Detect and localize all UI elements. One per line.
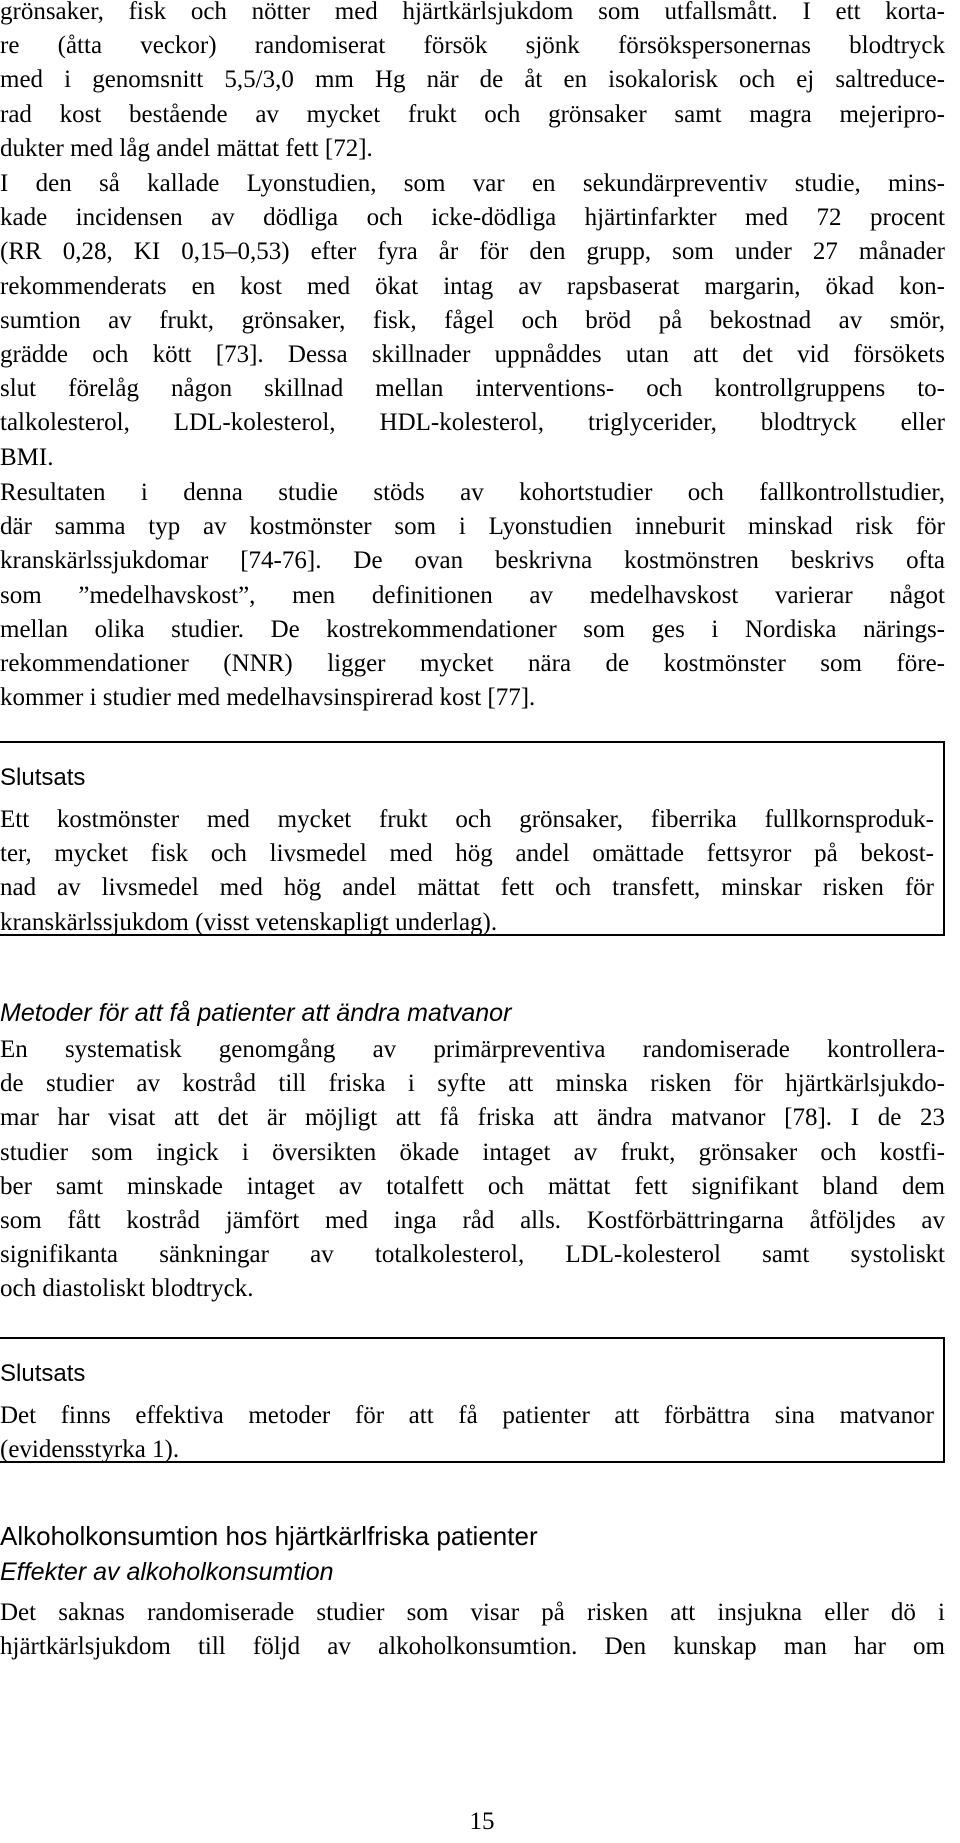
- text-line: En systematisk genomgång av primärpreventiva randomiserade kontrollera-: [0, 1036, 945, 1063]
- text-line: kade incidensen av dödliga och icke-dödliga hjärtinfarkter med 72 procent: [0, 204, 945, 232]
- conclusion-box-text: [0, 803, 934, 940]
- text-line: där samma typ av kostmönster som i Lyonstudien inneburit minskad risk för: [0, 513, 945, 541]
- text-line: re (åtta veckor) randomiserat försök sjönk försökspersonernas blodtryck: [0, 32, 945, 60]
- text-line: rekommendationer (NNR) ligger mycket nära de kostmönster som före-: [0, 650, 945, 678]
- text-line: rad kost bestående av mycket frukt och grönsaker samt magra mejeripro-: [0, 100, 945, 128]
- text-line: och diastoliskt blodtryck.: [0, 1275, 254, 1303]
- text-line: (RR 0,28, KI 0,15–0,53) efter fyra år för den grupp, som under 27 månader: [0, 238, 945, 266]
- text-line: sumtion av frukt, grönsaker, fisk, fågel och bröd på bekostnad av smör,: [0, 306, 945, 334]
- text-line: ter, mycket fisk och livsmedel med hög andel omättade fettsyror på bekost-: [0, 840, 934, 868]
- text-line: slut förelåg någon skillnad mellan interventions- och kontrollgruppens to-: [0, 375, 945, 403]
- text-line: Det saknas randomiserade studier som visar på risken att insjukna eller dö i: [0, 1599, 945, 1626]
- text-line: kranskärlssjukdom (visst vetenskapligt underlag).: [0, 908, 498, 936]
- text-line: talkolesterol, LDL-kolesterol, HDL-kolesterol, triglycerider, blodtryck eller: [0, 409, 945, 437]
- text-line: Resultaten i denna studie stöds av kohortstudier och fallkontrollstudier,: [0, 479, 945, 506]
- page-number: 15: [469, 1808, 495, 1835]
- text-line: BMI.: [0, 443, 54, 471]
- text-line: hjärtkärlsjukdom till följd av alkoholkonsumtion. Den kunskap man har om: [0, 1633, 945, 1661]
- text-line: I den så kallade Lyonstudien, som var en sekundärpreventiv studie, mins-: [0, 170, 945, 197]
- conclusion-box-text: [0, 1399, 934, 1467]
- conclusion-box-title: Slutsats: [0, 764, 86, 791]
- paragraph-results: [0, 476, 945, 715]
- paragraph-intro: [0, 0, 945, 166]
- text-line: ber samt minskade intaget av totalfett och mättat fett signifikant bland dem: [0, 1172, 945, 1200]
- text-line: Ett kostmönster med mycket frukt och grönsaker, fiberrika fullkornsproduk-: [0, 806, 934, 833]
- text-line: signifikanta sänkningar av totalkolesterol, LDL-kolesterol samt systoliskt: [0, 1241, 945, 1269]
- text-line: mellan olika studier. De kostrekommendationer som ges i Nordiska närings-: [0, 615, 945, 643]
- text-line: med i genomsnitt 5,5/3,0 mm Hg när de åt en isokalorisk och ej saltreduce-: [0, 66, 945, 94]
- paragraph-alcohol: [0, 1596, 945, 1664]
- text-line: dukter med låg andel mättat fett [72].: [0, 134, 373, 162]
- conclusion-box-title: Slutsats: [0, 1360, 86, 1387]
- subsection-heading: Effekter av alkoholkonsumtion: [0, 1558, 334, 1586]
- text-line: de studier av kostråd till friska i syfte att minska risken för hjärtkärlsjukdo-: [0, 1070, 945, 1098]
- section-heading: Alkoholkonsumtion hos hjärtkärlfriska patienter: [0, 1521, 538, 1551]
- text-line: mar har visat att det är möjligt att få friska att ändra matvanor [78]. I de 23: [0, 1104, 945, 1132]
- paragraph-lyon-study: [0, 167, 945, 475]
- section-heading: Metoder för att få patienter att ändra matvanor: [0, 999, 512, 1027]
- text-line: Det finns effektiva metoder för att få patienter att förbättra sina matvanor: [0, 1402, 934, 1429]
- text-line: som ”medelhavskost”, men definitionen av medelhavskost varierar något: [0, 581, 945, 609]
- text-line: som fått kostråd jämfört med inga råd alls. Kostförbättringarna åtföljdes av: [0, 1207, 945, 1235]
- text-line: kranskärlssjukdomar [74-76]. De ovan beskrivna kostmönstren beskrivs ofta: [0, 547, 945, 575]
- paragraph-methods: [0, 1033, 945, 1307]
- text-line: grönsaker, fisk och nötter med hjärtkärlsjukdom som utfallsmått. I ett korta-: [0, 0, 945, 25]
- text-line: grädde och kött [73]. Dessa skillnader uppnåddes utan att det vid försökets: [0, 341, 945, 369]
- text-line: nad av livsmedel med hög andel mättat fett och transfett, minskar risken för: [0, 874, 934, 902]
- text-line: studier som ingick i översikten ökade intaget av frukt, grönsaker och kostfi-: [0, 1138, 945, 1166]
- text-line: kommer i studier med medelhavsinspirerad kost [77].: [0, 684, 536, 712]
- text-line: rekommenderats en kost med ökat intag av rapsbaserat margarin, ökad kon-: [0, 272, 945, 300]
- text-line: (evidensstyrka 1).: [0, 1436, 180, 1464]
